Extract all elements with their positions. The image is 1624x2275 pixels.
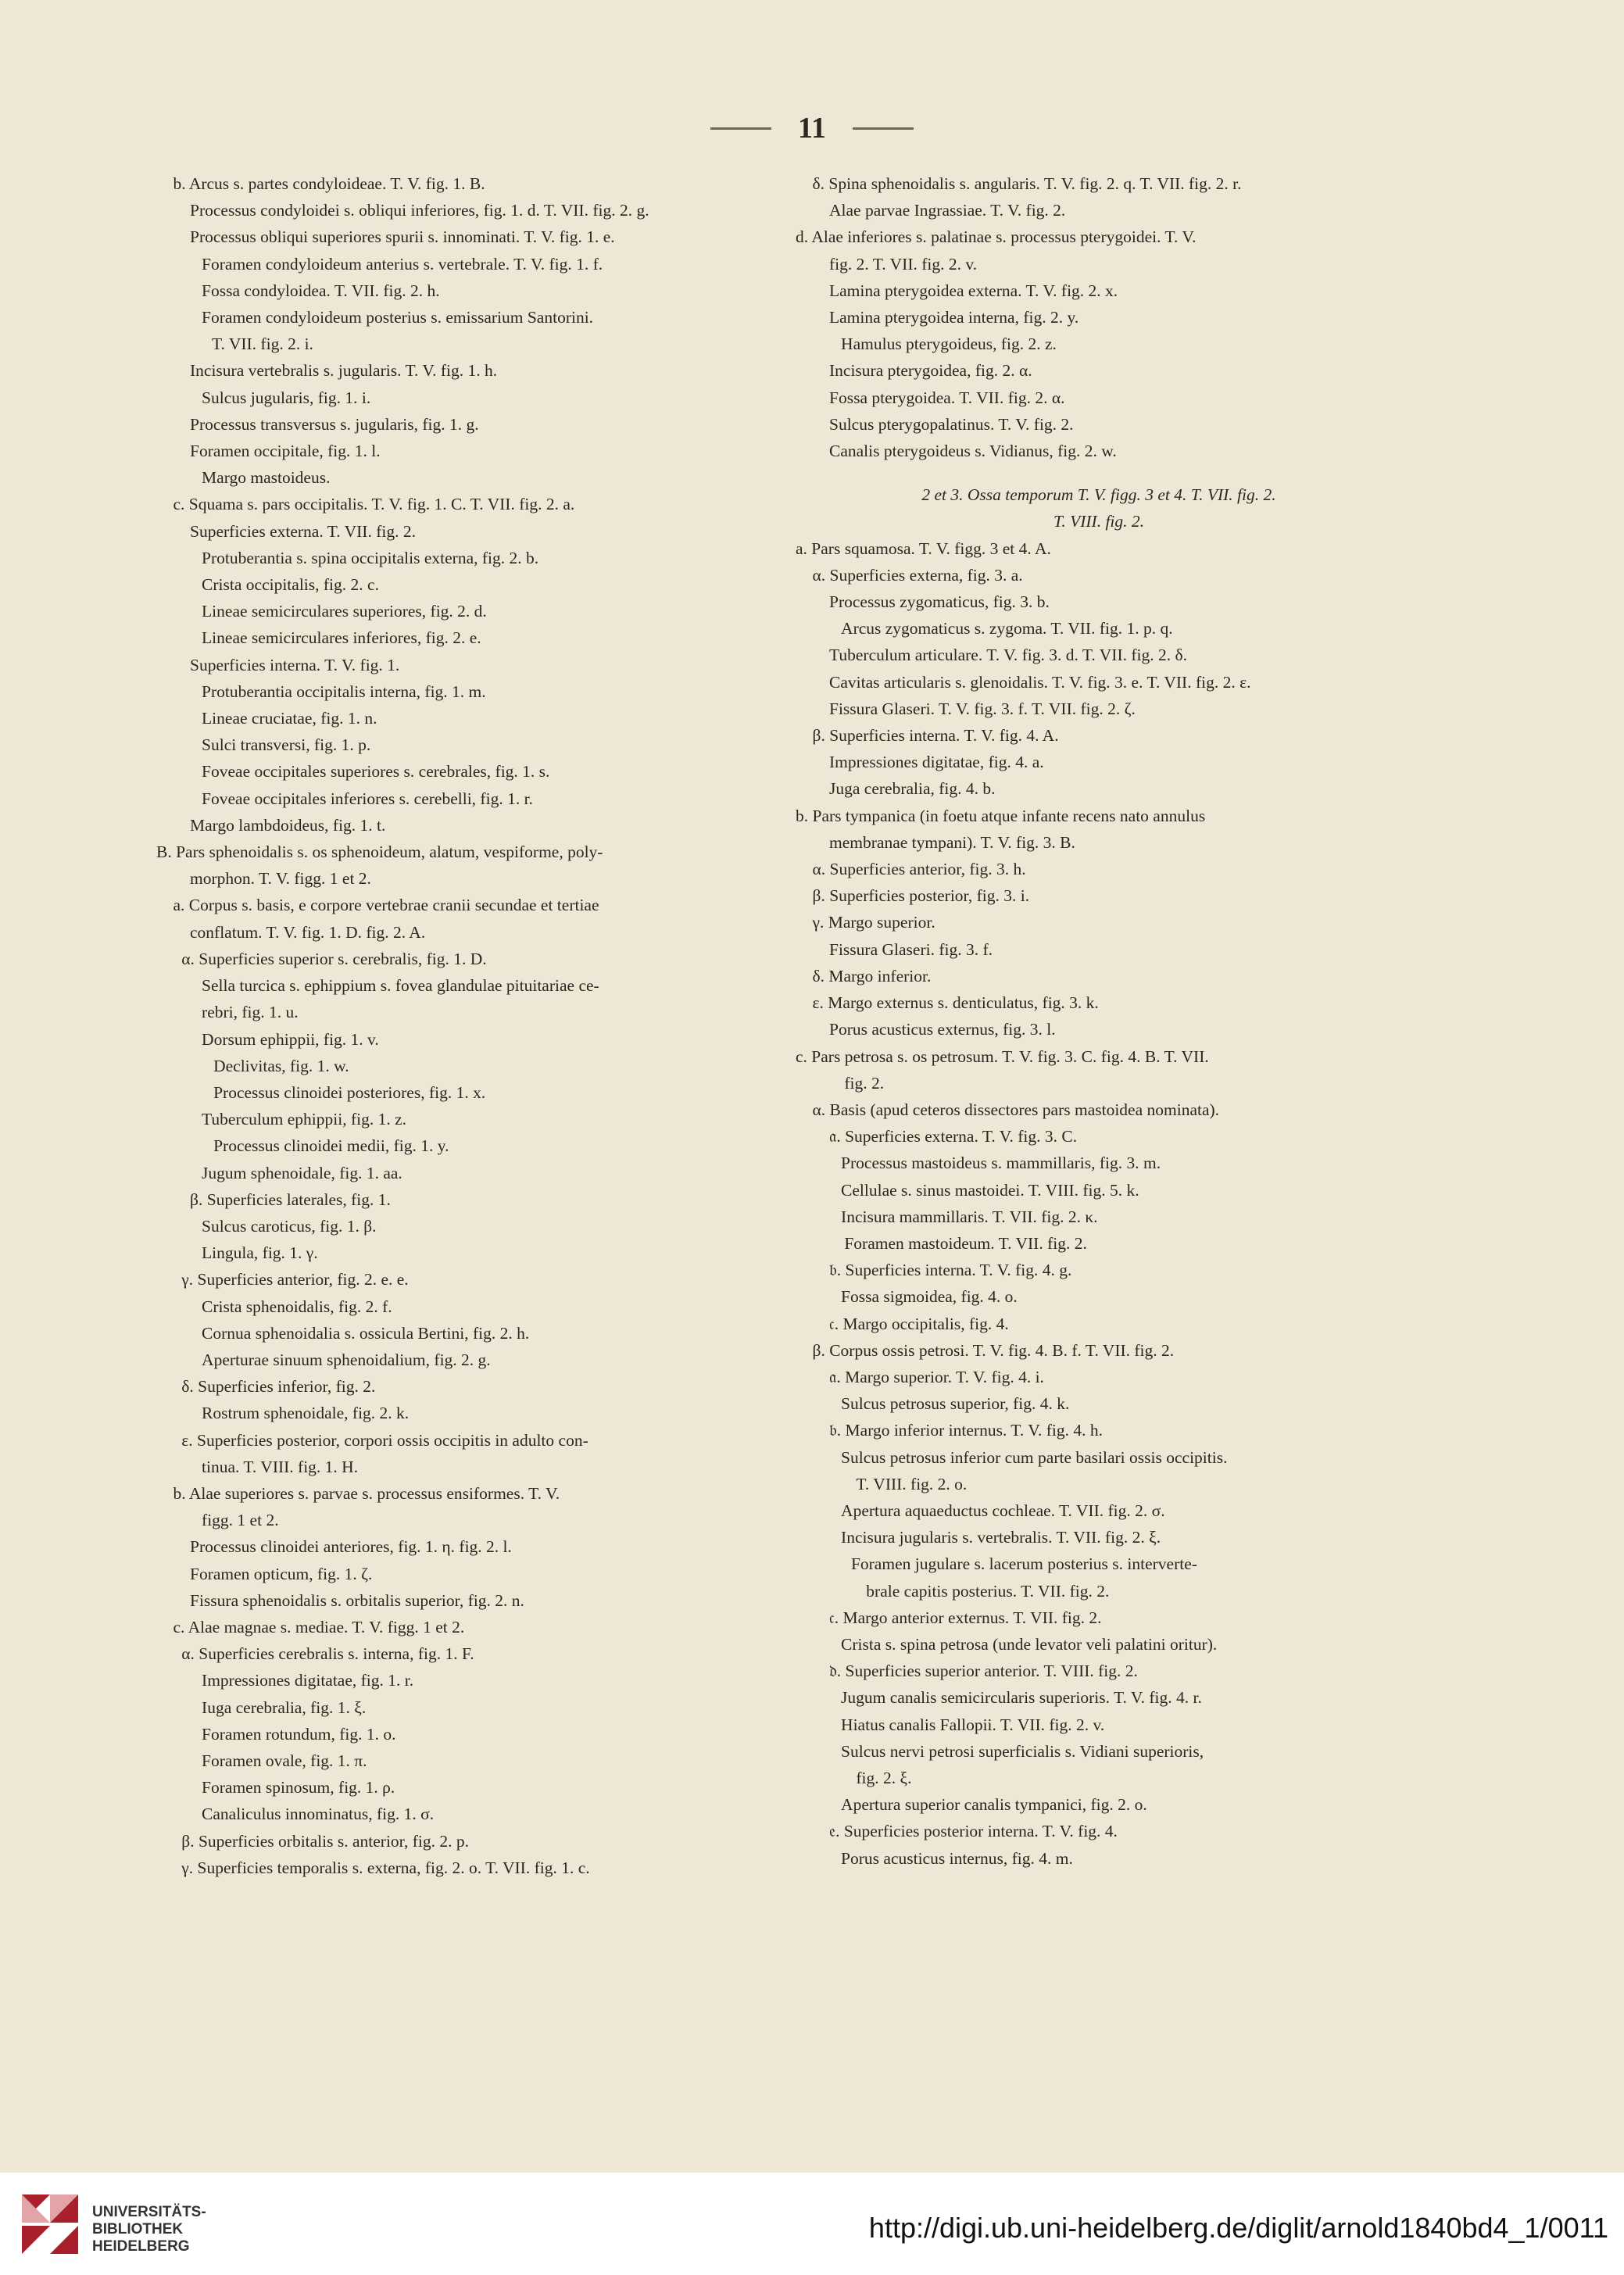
- text-line: b. Arcus s. partes condyloideae. T. V. fig. 1. B.: [173, 174, 485, 193]
- text-line: Margo mastoideus.: [202, 468, 331, 488]
- text-line: Hiatus canalis Fallopii. T. VII. fig. 2. v.: [841, 1715, 1105, 1734]
- text-line: Cornua sphenoidalia s. ossicula Bertini, fig. 2. h.: [202, 1323, 530, 1343]
- text-line: Porus acusticus externus, fig. 3. l.: [829, 1020, 1056, 1039]
- section-heading-line: T. VIII. fig. 2.: [1053, 512, 1145, 531]
- text-line: Crista s. spina petrosa (unde levator veli palatini oritur).: [841, 1634, 1218, 1654]
- text-line: β. Superficies posterior, fig. 3. i.: [812, 886, 1030, 906]
- text-line: 𝔞. Margo superior. T. V. fig. 4. i.: [829, 1367, 1044, 1386]
- text-line: c. Alae magnae s. mediae. T. V. figg. 1 et 2.: [173, 1617, 465, 1636]
- text-line: Processus clinoidei medii, fig. 1. y.: [213, 1136, 449, 1156]
- text-line: Foveae occipitales superiores s. cerebrales, fig. 1. s.: [202, 762, 550, 782]
- text-line: Dorsum ephippii, fig. 1. v.: [202, 1029, 379, 1049]
- text-line: Incisura vertebralis s. jugularis. T. V. fig. 1. h.: [190, 361, 498, 381]
- text-line: γ. Superficies anterior, fig. 2. e. e.: [181, 1270, 409, 1290]
- section-heading-ossa-temporum: [796, 481, 1402, 535]
- header-rule-left: [710, 127, 771, 130]
- text-line: Processus transversus s. jugularis, fig. 1. g.: [190, 414, 479, 434]
- right-column: [796, 170, 1402, 1872]
- text-line: 𝔠. Margo occipitalis, fig. 4.: [829, 1314, 1009, 1333]
- text-line: Processus mastoideus s. mammillaris, fig. 3. m.: [841, 1154, 1161, 1173]
- text-line: brale capitis posterius. T. VII. fig. 2.: [866, 1581, 1110, 1601]
- source-url[interactable]: http://digi.ub.uni-heidelberg.de/diglit/arnold1840bd4_1/0011: [868, 2212, 1608, 2244]
- text-line: Fissura sphenoidalis s. orbitalis superior, fig. 2. n.: [190, 1590, 524, 1610]
- text-line: 𝔟. Margo inferior internus. T. V. fig. 4. h.: [829, 1421, 1103, 1440]
- text-line: a. Pars squamosa. T. V. figg. 3 et 4. A.: [796, 538, 1051, 558]
- text-line: Protuberantia occipitalis interna, fig. 1. m.: [202, 681, 486, 701]
- text-line: a. Corpus s. basis, e corpore vertebrae cranii secundae et tertiae: [173, 896, 599, 915]
- text-line: γ. Margo superior.: [812, 913, 935, 932]
- text-line: rebri, fig. 1. u.: [202, 1003, 299, 1022]
- library-name: [92, 2204, 206, 2255]
- text-line: Sulcus petrosus inferior cum parte basilari ossis occipitis.: [841, 1447, 1228, 1467]
- right-column-bottom: [796, 535, 1402, 1872]
- text-line: Fissura Glaseri. fig. 3. f.: [829, 939, 993, 959]
- text-line: 𝔢. Superficies posterior interna. T. V. fig. 4.: [829, 1822, 1118, 1841]
- university-library-logo-icon: [11, 2187, 86, 2262]
- text-line: Rostrum sphenoidale, fig. 2. k.: [202, 1404, 410, 1423]
- text-line: b. Pars tympanica (in foetu atque infante recens nato annulus: [796, 806, 1206, 825]
- text-line: T. VIII. fig. 2. o.: [856, 1474, 968, 1493]
- text-line: δ. Margo inferior.: [812, 966, 932, 985]
- page-header: [0, 111, 1624, 145]
- text-line: tinua. T. VIII. fig. 1. H.: [202, 1457, 359, 1476]
- text-line: Fossa condyloidea. T. VII. fig. 2. h.: [202, 281, 440, 300]
- text-line: Sulcus nervi petrosi superficialis s. Vidiani superioris,: [841, 1741, 1204, 1761]
- text-line: δ. Spina sphenoidalis s. angularis. T. V. fig. 2. q. T. VII. fig. 2. r.: [812, 174, 1242, 193]
- text-line: Cavitas articularis s. glenoidalis. T. V. fig. 3. e. T. VII. fig. 2. ε.: [829, 672, 1251, 692]
- text-line: Processus clinoidei posteriores, fig. 1. x.: [213, 1082, 486, 1102]
- text-line: Fossa sigmoidea, fig. 4. o.: [841, 1287, 1018, 1307]
- text-line: Lingula, fig. 1. γ.: [202, 1243, 318, 1263]
- text-line: Sulcus caroticus, fig. 1. β.: [202, 1216, 377, 1236]
- text-line: Apertura aquaeductus cochleae. T. VII. fig. 2. σ.: [841, 1501, 1165, 1520]
- text-line: Fossa pterygoidea. T. VII. fig. 2. α.: [829, 388, 1065, 407]
- text-line: Lineae semicirculares superiores, fig. 2. d.: [202, 602, 487, 621]
- text-line: Superficies interna. T. V. fig. 1.: [190, 655, 400, 674]
- text-line: Canaliculus innominatus, fig. 1. σ.: [202, 1805, 435, 1824]
- text-line: b. Alae superiores s. parvae s. processus ensiformes. T. V.: [173, 1483, 560, 1503]
- text-line: conflatum. T. V. fig. 1. D. fig. 2. A.: [190, 922, 426, 942]
- text-line: Declivitas, fig. 1. w.: [213, 1056, 349, 1075]
- text-line: α. Superficies externa, fig. 3. a.: [812, 565, 1023, 585]
- text-line: Apertura superior canalis tympanici, fig. 2. o.: [841, 1795, 1147, 1815]
- text-line: γ. Superficies temporalis s. externa, fig. 2. o. T. VII. fig. 1. c.: [181, 1858, 590, 1877]
- section-heading-line: 2 et 3. Ossa temporum T. V. figg. 3 et 4. T. VII. fig. 2.: [921, 485, 1276, 505]
- text-line: 𝔞. Superficies externa. T. V. fig. 3. C.: [829, 1127, 1078, 1146]
- text-line: Canalis pterygoideus s. Vidianus, fig. 2. w.: [829, 442, 1117, 461]
- text-line: Fissura Glaseri. T. V. fig. 3. f. T. VII. fig. 2. ζ.: [829, 699, 1136, 718]
- text-line: Lamina pterygoidea interna, fig. 2. y.: [829, 308, 1079, 327]
- text-line: Incisura pterygoidea, fig. 2. α.: [829, 361, 1032, 381]
- text-line: β. Superficies orbitalis s. anterior, fig. 2. p.: [181, 1831, 469, 1851]
- text-line: Foramen jugulare s. lacerum posterius s. interverte-: [850, 1554, 1197, 1574]
- text-line: c. Pars petrosa s. os petrosum. T. V. fig. 3. C. fig. 4. B. T. VII.: [796, 1046, 1209, 1066]
- library-name-line: UNIVERSITÄTS-: [92, 2204, 206, 2220]
- text-line: ε. Superficies posterior, corpori ossis occipitis in adulto con-: [181, 1430, 588, 1450]
- text-line: Superficies externa. T. VII. fig. 2.: [190, 521, 416, 541]
- right-column-top: [796, 170, 1402, 464]
- text-line: Sulcus petrosus superior, fig. 4. k.: [841, 1394, 1070, 1414]
- text-line: Cellulae s. sinus mastoidei. T. VIII. fig. 5. k.: [841, 1180, 1139, 1200]
- text-line: α. Basis (apud ceteros dissectores pars mastoidea nominata).: [812, 1100, 1220, 1119]
- text-line: Crista sphenoidalis, fig. 2. f.: [202, 1297, 392, 1316]
- text-line: Protuberantia s. spina occipitalis externa, fig. 2. b.: [202, 548, 539, 567]
- text-line: B. Pars sphenoidalis s. os sphenoideum, alatum, vespiforme, poly-: [156, 842, 603, 862]
- text-line: Incisura mammillaris. T. VII. fig. 2. κ.: [841, 1207, 1098, 1226]
- text-line: Porus acusticus internus, fig. 4. m.: [841, 1848, 1073, 1868]
- left-column: [156, 170, 758, 1881]
- text-line: Lineae cruciatae, fig. 1. n.: [202, 709, 377, 728]
- text-line: Foramen spinosum, fig. 1. ρ.: [202, 1778, 395, 1797]
- library-name-line: BIBLIOTHEK: [92, 2221, 184, 2237]
- text-line: fig. 2. ξ.: [856, 1768, 912, 1787]
- text-line: Hamulus pterygoideus, fig. 2. z.: [841, 334, 1057, 354]
- text-line: Processus obliqui superiores spurii s. innominati. T. V. fig. 1. e.: [190, 227, 615, 247]
- text-line: Incisura jugularis s. vertebralis. T. VII. fig. 2. ξ.: [841, 1528, 1161, 1547]
- text-line: β. Corpus ossis petrosi. T. V. fig. 4. B. f. T. VII. fig. 2.: [812, 1340, 1175, 1360]
- text-line: Arcus zygomaticus s. zygoma. T. VII. fig. 1. p. q.: [841, 619, 1173, 639]
- text-line: T. VII. fig. 2. i.: [211, 334, 313, 354]
- text-line: 𝔠. Margo anterior externus. T. VII. fig. 2.: [829, 1608, 1102, 1627]
- text-line: ε. Margo externus s. denticulatus, fig. 3. k.: [812, 993, 1099, 1013]
- text-line: Crista occipitalis, fig. 2. c.: [202, 575, 379, 595]
- text-line: membranae tympani). T. V. fig. 3. B.: [829, 832, 1075, 852]
- text-line: Foramen rotundum, fig. 1. ο.: [202, 1724, 396, 1744]
- text-line: Jugum sphenoidale, fig. 1. aa.: [202, 1163, 402, 1182]
- text-line: Impressiones digitatae, fig. 1. r.: [202, 1671, 414, 1690]
- text-line: Processus clinoidei anteriores, fig. 1. η. fig. 2. l.: [190, 1537, 512, 1557]
- text-line: c. Squama s. pars occipitalis. T. V. fig. 1. C. T. VII. fig. 2. a.: [173, 495, 575, 514]
- text-line: Impressiones digitatae, fig. 4. a.: [829, 753, 1044, 772]
- text-line: Foramen condyloideum posterius s. emissarium Santorini.: [202, 308, 594, 327]
- text-line: Lamina pterygoidea externa. T. V. fig. 2. x.: [829, 281, 1118, 300]
- text-line: figg. 1 et 2.: [202, 1511, 279, 1530]
- footer-bar: [0, 2173, 1624, 2275]
- text-line: Margo lambdoideus, fig. 1. t.: [190, 815, 386, 835]
- text-line: Sella turcica s. ephippium s. fovea glandulae pituitariae ce-: [202, 976, 599, 996]
- text-line: morphon. T. V. figg. 1 et 2.: [190, 869, 371, 889]
- text-line: d. Alae inferiores s. palatinae s. processus pterygoidei. T. V.: [796, 227, 1197, 247]
- text-line: Alae parvae Ingrassiae. T. V. fig. 2.: [829, 201, 1066, 220]
- text-line: Processus zygomaticus, fig. 3. b.: [829, 592, 1050, 612]
- text-line: Foramen opticum, fig. 1. ζ.: [190, 1564, 373, 1583]
- text-line: δ. Superficies inferior, fig. 2.: [181, 1377, 376, 1397]
- text-line: 𝔡. Superficies superior anterior. T. VIII. fig. 2.: [829, 1662, 1138, 1681]
- text-line: fig. 2. T. VII. fig. 2. v.: [829, 254, 978, 274]
- text-line: α. Superficies cerebralis s. interna, fig. 1. F.: [181, 1644, 474, 1664]
- text-line: β. Superficies interna. T. V. fig. 4. A.: [812, 726, 1059, 746]
- section-gap: [796, 464, 1402, 481]
- text-line: Aperturae sinuum sphenoidalium, fig. 2. g.: [202, 1350, 491, 1369]
- text-line: Jugum canalis semicircularis superioris. T. V. fig. 4. r.: [841, 1688, 1202, 1708]
- text-line: Sulcus jugularis, fig. 1. i.: [202, 388, 371, 407]
- text-line: Sulci transversi, fig. 1. p.: [202, 735, 371, 755]
- text-line: Foramen mastoideum. T. VII. fig. 2.: [844, 1233, 1087, 1253]
- text-line: Iuga cerebralia, fig. 1. ξ.: [202, 1697, 367, 1717]
- text-line: Sulcus pterygopalatinus. T. V. fig. 2.: [829, 414, 1074, 434]
- text-line: Lineae semicirculares inferiores, fig. 2. e.: [202, 628, 481, 648]
- text-line: Foramen condyloideum anterius s. vertebrale. T. V. fig. 1. f.: [202, 254, 603, 274]
- text-line: Foramen occipitale, fig. 1. l.: [190, 442, 381, 461]
- library-name-line: HEIDELBERG: [92, 2238, 190, 2255]
- text-line: Foramen ovale, fig. 1. π.: [202, 1751, 367, 1770]
- text-line: 𝔟. Superficies interna. T. V. fig. 4. g.: [829, 1261, 1072, 1280]
- text-line: fig. 2.: [844, 1073, 885, 1093]
- text-line: Tuberculum ephippii, fig. 1. z.: [202, 1110, 407, 1129]
- text-line: Tuberculum articulare. T. V. fig. 3. d. T. VII. fig. 2. δ.: [829, 646, 1187, 665]
- text-line: α. Superficies superior s. cerebralis, fig. 1. D.: [181, 949, 487, 968]
- header-rule-right: [853, 127, 914, 130]
- page-number: 11: [798, 112, 826, 145]
- text-line: α. Superficies anterior, fig. 3. h.: [812, 860, 1026, 879]
- text-line: Foveae occipitales inferiores s. cerebelli, fig. 1. r.: [202, 789, 533, 808]
- text-line: Processus condyloidei s. obliqui inferiores, fig. 1. d. T. VII. fig. 2. g.: [190, 201, 649, 220]
- text-line: β. Superficies laterales, fig. 1.: [190, 1189, 391, 1209]
- text-line: Juga cerebralia, fig. 4. b.: [829, 779, 996, 799]
